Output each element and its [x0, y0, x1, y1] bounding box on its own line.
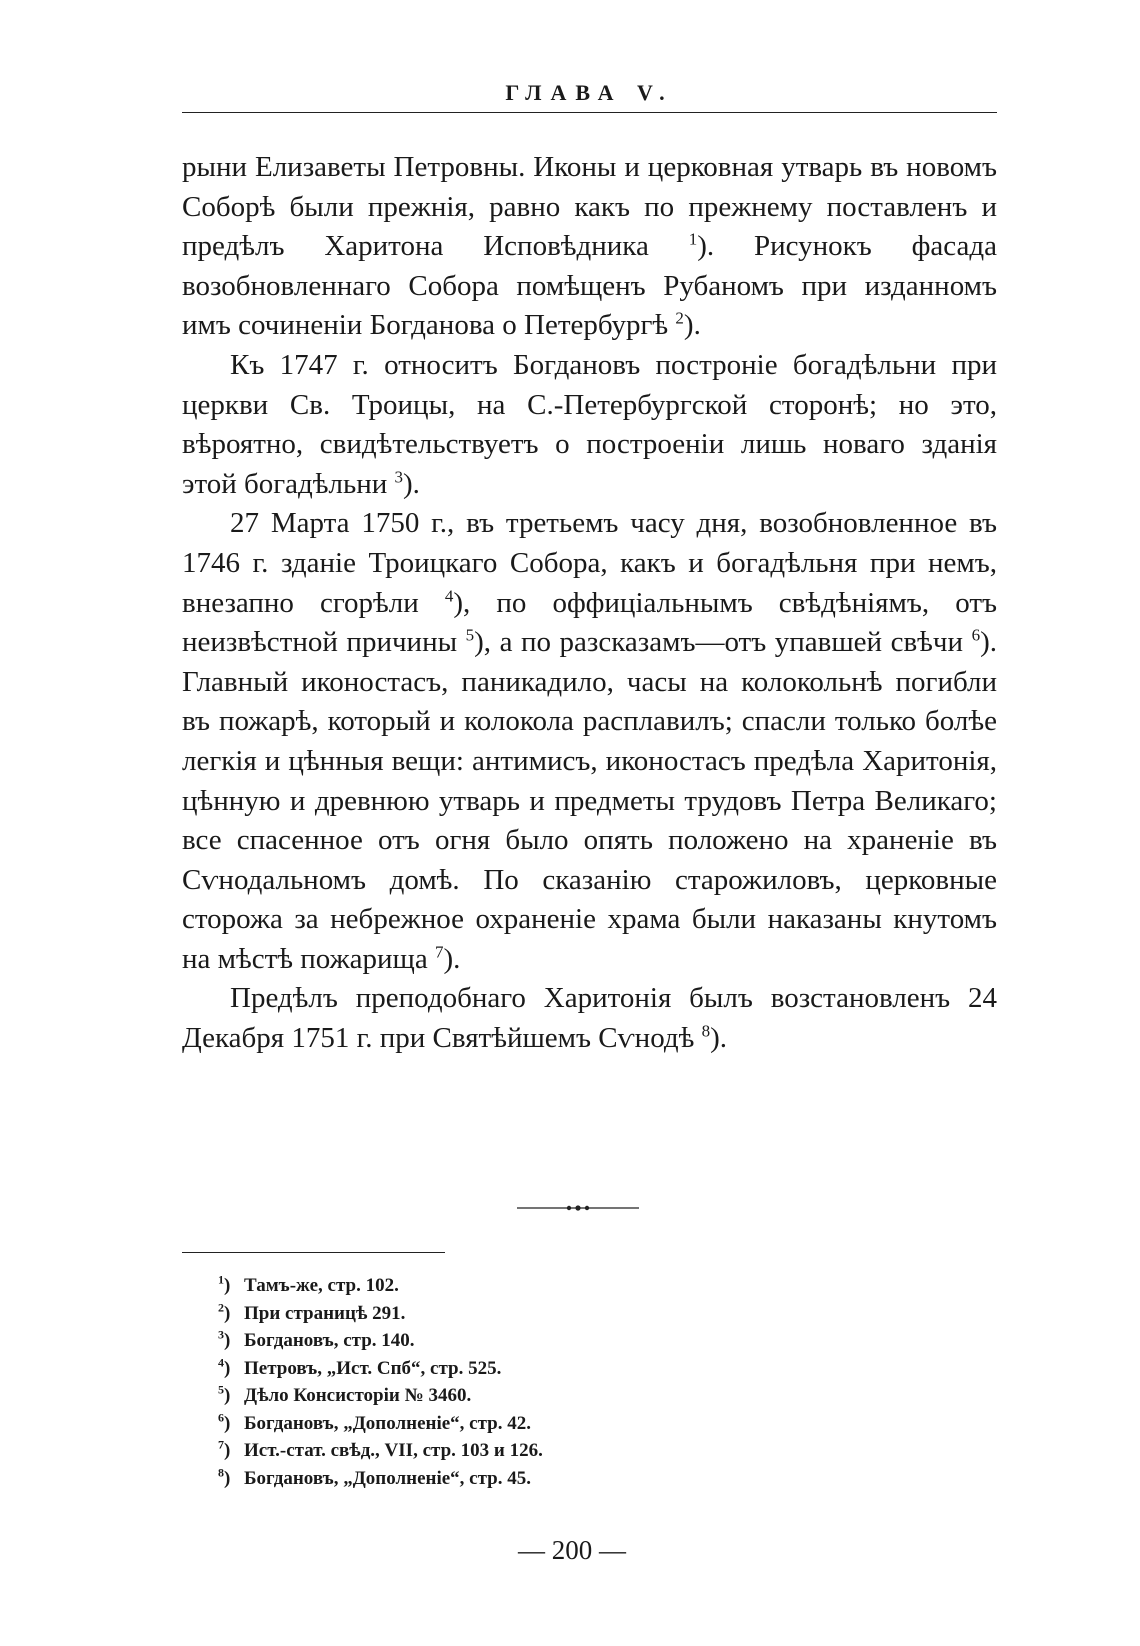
footnote-mark: $^8$)	[218, 1465, 231, 1489]
footnote-text: При страницѣ 291.	[244, 1302, 406, 1324]
footnote-reference[interactable]: 6	[971, 625, 981, 645]
paragraph: рыни Елизаветы Петровны. Иконы и церковная утварь въ новомъ Соборѣ были прежнія, равно какъ по прежнему поставленъ и предѣлъ Харитона Исповѣдника $^1$). Рисунокъ фасада возобновленнаго Собора помѣщенъ Рубаномъ при изданномъ имъ сочиненіи Богданова о Петербургѣ $^2$).	[182, 151, 997, 342]
body-text	[182, 148, 997, 1059]
footnote-text: Тамъ-же, стр. 102.	[244, 1275, 399, 1296]
footnote	[218, 1465, 918, 1493]
footnote-text: Ист.-стат. свѣд., VII, стр. 103 и 126.	[244, 1440, 543, 1461]
paragraph: Предѣлъ преподобнаго Харитонія былъ возстановленъ 24 Декабря 1751 г. при Святѣйшемъ Сѵнодѣ $^8$).	[182, 982, 997, 1055]
footnote	[218, 1410, 918, 1438]
footnote-mark: $^2$)	[218, 1300, 231, 1324]
section-ornament	[517, 1205, 639, 1211]
footnote-reference[interactable]: 2	[675, 308, 684, 328]
footnote-text: Богдановъ, „Дополненіе“, стр. 42.	[244, 1412, 531, 1434]
page-number: — 200 —	[518, 1535, 626, 1565]
footnote	[218, 1437, 918, 1465]
footnote-reference[interactable]: 5	[465, 625, 475, 645]
paragraph: Къ 1747 г. относитъ Богдановъ построніе богадѣльни при церкви Св. Троицы, на С.-Петербургской сторонѣ; но это, вѣроятно, свидѣтельствуетъ о построеніи лишь новаго зданія этой богадѣльни $^3$).	[182, 348, 997, 500]
footnote-text: Дѣло Консисторіи № 3460.	[244, 1385, 472, 1406]
footnote	[218, 1327, 918, 1355]
footnote-reference[interactable]: 1	[688, 229, 698, 249]
footnote-mark: $^7$)	[218, 1437, 231, 1461]
footnote	[218, 1272, 918, 1300]
footnote-reference[interactable]: 4	[444, 585, 454, 605]
footnote-reference[interactable]: 3	[394, 467, 404, 487]
footnote	[218, 1355, 918, 1383]
paragraph: 27 Марта 1750 г., въ третьемъ часу дня, возобновленное въ 1746 г. зданіе Троицкаго Собора, какъ и богадѣльня при немъ, внезапно сгорѣли $^4$), по оффиціальнымъ свѣдѣніямъ, отъ неизвѣстной причины $^5$), а по разсказамъ—отъ упавшей свѣчи $^6$). Главный иконостасъ, паникадило, часы на колокольнѣ погибли въ пожарѣ, который и колокола расплавилъ; спасли только болѣе легкія и цѣнныя вещи: антимисъ, иконостасъ предѣла Харитонія, цѣнную и древнюю утварь и предметы трудовъ Петра Великаго; все спасенное отъ огня было опять положено на храненіе въ Сѵнодальномъ домѣ. По сказанію старожиловъ, церковные сторожа за небрежное охраненіе храма были наказаны кнутомъ на мѣстѣ пожарища $^7$).	[182, 507, 997, 975]
header-rule	[182, 112, 997, 113]
footnote-reference[interactable]: 8	[701, 1021, 711, 1041]
footnote-rule	[182, 1252, 445, 1253]
footnote-mark: $^1$)	[218, 1272, 231, 1296]
footnote	[218, 1300, 918, 1328]
footnote-mark: $^6$)	[218, 1410, 231, 1434]
footnote-text: Богдановъ, „Дополненіе“, стр. 45.	[244, 1467, 531, 1489]
footnote-mark: $^5$)	[218, 1382, 231, 1406]
footnotes	[218, 1272, 918, 1492]
footnote-text: Петровъ, „Ист. Спб“, стр. 525.	[244, 1357, 502, 1379]
footnote-reference[interactable]: 7	[434, 942, 444, 962]
running-header: ГЛАВА V.	[505, 80, 674, 105]
footnote	[218, 1382, 918, 1410]
footnote-mark: $^3$)	[218, 1327, 231, 1351]
footnote-mark: $^4$)	[218, 1355, 231, 1379]
footnote-text: Богдановъ, стр. 140.	[244, 1330, 415, 1351]
